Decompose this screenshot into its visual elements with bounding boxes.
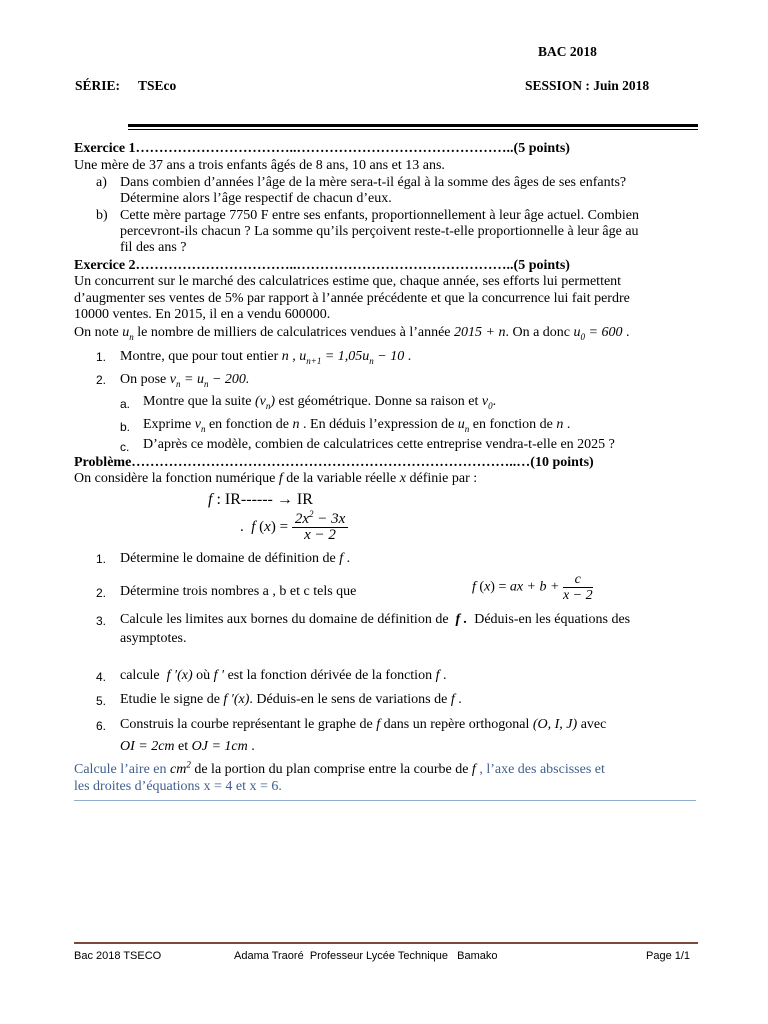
question-number: 2. [96, 586, 107, 600]
math-formula: f ′ [213, 668, 225, 683]
problem-q3-line2: asymptotes. [120, 631, 187, 646]
section-divider [74, 800, 696, 801]
exercise-1-a-line2: Détermine alors l’âge respectif de chacun d’eux. [120, 191, 392, 206]
serie-label: SÉRIE: [75, 78, 121, 93]
math-formula: n [556, 417, 564, 432]
exercise-2-p-line1: Un concurrent sur le marché des calculatrices estime que, chaque année, ses efforts lui permettent [74, 274, 622, 289]
serie-value: TSEco [138, 78, 177, 93]
math-formula: f ′(x) [166, 668, 193, 683]
decomposition-formula: f (x) = ax + b + $\frac{c}{x - 2}$ [472, 572, 593, 603]
footer-center: Adama Traoré Professeur Lycée Technique Bamako [234, 950, 498, 962]
question-number: 3. [96, 614, 107, 628]
math-formula: f [450, 692, 455, 707]
session-label: SESSION : Juin 2018 [525, 78, 650, 93]
exercise-2-qa: Montre que la suite $(v_n)$ est géométrique. Donne sa raison et $v_0$. [143, 394, 497, 411]
problem-title: Problème………………………………………………………………………..…(10 points) [74, 455, 594, 470]
problem-q6-line2: OI = 2cm et OJ = 1cm . [120, 739, 255, 754]
exercise-2-qc: D’après ce modèle, combien de calculatrices cette entreprise vendra-t-elle en 2025 ? [143, 437, 615, 452]
problem-q4: calcule f ′(x) où f ′ est la fonction dérivée de la fonction f . [120, 668, 447, 683]
problem-q6-line1: Construis la courbe représentant le graphe de f dans un repère orthogonal (O, I, J) avec [120, 717, 607, 732]
exercise-2-qb: Exprime $v_n$ en fonction de n . En déduis l’expression de $u_n$ en fonction de n . [143, 417, 571, 434]
problem-intro: On considère la fonction numérique f de la variable réelle x définie par : [74, 471, 478, 486]
problem-last-line2: les droites d’équations x = 4 et x = 6. [74, 779, 282, 794]
math-formula: (O, I, J) [532, 717, 578, 732]
question-number: 4. [96, 670, 107, 684]
exercise-1-intro: Une mère de 37 ans a trois enfants âgés de 8 ans, 10 ans et 13 ans. [74, 158, 445, 173]
item-label: a) [96, 175, 107, 190]
header-rule-thin [128, 129, 698, 130]
math-formula: f [435, 668, 440, 683]
math-formula: f . [455, 612, 468, 627]
math-formula: $(v_n)$ [254, 394, 276, 411]
question-number: 2. [96, 373, 107, 387]
problem-q5: Etudie le signe de f ′(x). Déduis-en le sens de variations de f . [120, 692, 462, 707]
problem-q2: Détermine trois nombres a , b et c tels que [120, 584, 357, 599]
math-formula: OI = 2cm [120, 739, 175, 754]
math-formula: $v_0$ [481, 394, 493, 411]
math-formula: f [471, 762, 476, 777]
math-formula: $u_0 = 600$ [573, 325, 623, 342]
question-number: 5. [96, 694, 107, 708]
question-number: 1. [96, 350, 107, 364]
exercise-2-p-line3: 10000 ventes. En 2015, il en a vendu 600000. [74, 307, 331, 322]
exercise-2-title: Exercice 2……………………………..………………………………………..(5 points) [74, 258, 570, 273]
math-formula: f [339, 551, 344, 566]
exercise-1-title: Exercice 1……………………………..………………………………………..(5 points) [74, 141, 570, 156]
exercise-2-note: On note $u_n$ le nombre de milliers de calculatrices vendues à l’année 2015 + n. On a donc $u_0 = 600$ . [74, 325, 630, 342]
footer-left: Bac 2018 TSECO [74, 950, 162, 962]
math-formula: $u_n$ [122, 325, 134, 342]
exam-title: BAC 2018 [538, 44, 597, 59]
math-formula: $u_n$ [457, 417, 470, 434]
sub-question-letter: c. [120, 440, 130, 454]
footer-page-number: Page 1/1 [646, 950, 691, 962]
exercise-2-p-line2: d’augmenter ses ventes de 5% par rapport à l’année précédente et que la concurrence lui fait perdre [74, 291, 630, 306]
exercise-2-q1: Montre, que pour tout entier n , $u_{n+1} = 1,05u_n - 10$ . [120, 349, 412, 366]
math-formula: f [278, 471, 283, 486]
math-formula: $v_n = u_n - 200$. [169, 372, 250, 389]
math-formula: OJ = 1cm [191, 739, 248, 754]
sub-question-letter: a. [120, 397, 131, 411]
math-formula: f [376, 717, 381, 732]
exercise-2-q2: On pose $v_n = u_n - 200$. [120, 372, 250, 389]
footer-rule [74, 942, 698, 944]
exercise-1-b-line2: percevront-ils chacun ? La somme qu’ils perçoivent reste-t-elle proportionnelle à leur âge au [120, 224, 639, 239]
math-formula: $cm^2$ [170, 759, 191, 777]
exercise-1-a-line1: Dans combien d’années l’âge de la mère sera-t-il égal à la somme des âges de ses enfants? [120, 175, 627, 190]
question-number: 6. [96, 719, 107, 733]
math-formula: n , $u_{n+1} = 1,05u_n - 10$ [281, 349, 405, 366]
header-rule [128, 124, 698, 127]
problem-last-line1: Calcule l’aire en $cm^2$ de la portion du plan comprise entre la courbe de f , l’axe des abscisses et [74, 759, 605, 777]
math-formula: n [292, 417, 300, 432]
math-formula: 2015 + n [454, 325, 506, 340]
function-definition-map: f : IR------ → IR [208, 491, 313, 508]
exercise-1-b-line1: Cette mère partage 7750 F entre ses enfants, proportionnellement à leur âge actuel. Combien [120, 208, 639, 223]
function-formula: . f (x) = $\frac{2x^2 - 3x}{x - 2}$ [240, 512, 348, 543]
math-formula: x [399, 471, 406, 486]
item-label: b) [96, 208, 108, 223]
question-number: 1. [96, 552, 107, 566]
math-formula: $v_n$ [194, 417, 206, 434]
problem-q3-line1: Calcule les limites aux bornes du domaine de définition de f . Déduis-en les équations des [120, 612, 631, 627]
math-formula: f ′(x) [223, 692, 250, 707]
problem-q1: Détermine le domaine de définition de f . [120, 551, 351, 566]
exercise-1-b-line3: fil des ans ? [120, 240, 187, 255]
sub-question-letter: b. [120, 420, 131, 434]
